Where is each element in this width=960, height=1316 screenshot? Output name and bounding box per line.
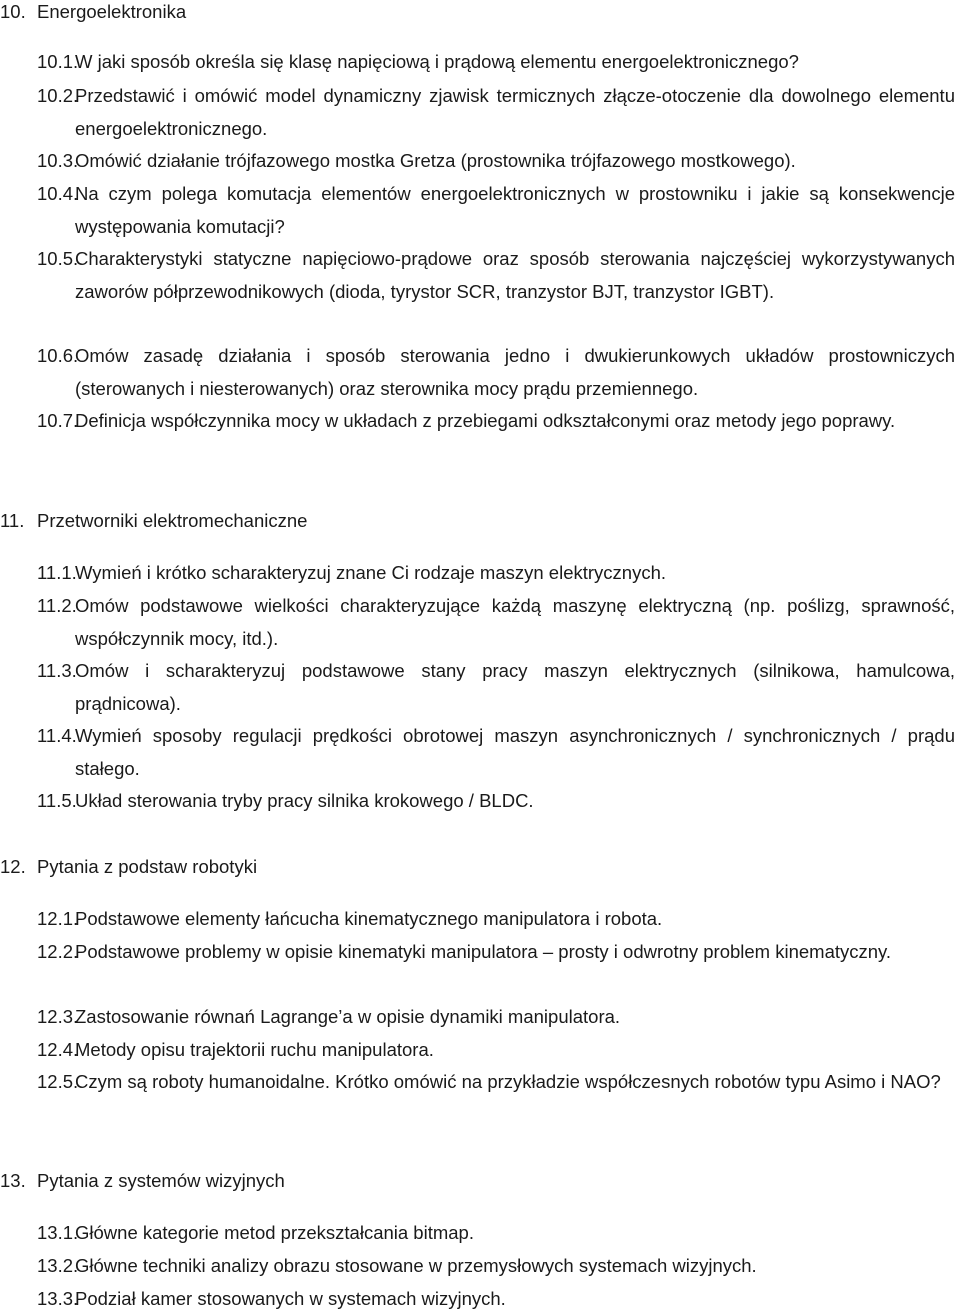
section-title-10	[0, 0, 186, 24]
question-text: Omów zasadę działania i sposób sterowania jedno i dwukierunkowych układów prostowniczych (sterowanych i niesterowanych) oraz sterownika mocy prądu przemiennego.	[75, 345, 955, 399]
question-text: Definicja współczynnika mocy w układach z przebiegami odkształconymi oraz metody jego poprawy.	[75, 410, 896, 431]
question-13-1	[37, 1217, 955, 1250]
question-text: Omówić działanie trójfazowego mostka Gretza (prostownika trójfazowego mostkowego).	[75, 150, 796, 171]
question-13-2	[37, 1250, 955, 1283]
question-number: 11.5.	[37, 790, 77, 811]
question-number: 12.1.	[37, 908, 79, 929]
question-10-3	[37, 145, 955, 178]
question-number: 12.3.	[37, 1006, 79, 1027]
question-10-2	[37, 80, 955, 145]
question-number: 11.2.	[37, 595, 77, 616]
question-text: Wymień i krótko scharakteryzuj znane Ci rodzaje maszyn elektrycznych.	[75, 562, 667, 583]
section-title-12	[0, 855, 257, 879]
question-text: Główne kategorie metod przekształcania bitmap.	[75, 1222, 474, 1243]
question-number: 10.1.	[37, 51, 79, 72]
question-11-1	[37, 557, 955, 590]
question-12-2	[37, 936, 955, 969]
question-text: Wymień sposoby regulacji prędkości obrotowej maszyn asynchronicznych / synchronicznych / prądu stałego.	[75, 725, 955, 779]
question-12-4	[37, 1034, 955, 1067]
question-11-5	[37, 785, 955, 818]
section-number: 13.	[0, 1170, 26, 1191]
question-text: Przedstawić i omówić model dynamiczny zjawisk termicznych złącze-otoczenie dla dowolnego elementu energoelektronicznego.	[75, 85, 955, 139]
question-text: Metody opisu trajektorii ruchu manipulatora.	[75, 1039, 434, 1060]
section-title-text: Pytania z systemów wizyjnych	[37, 1170, 285, 1191]
question-text: Układ sterowania tryby pracy silnika krokowego / BLDC.	[75, 790, 534, 811]
question-number: 12.4.	[37, 1039, 79, 1060]
question-number: 10.2.	[37, 85, 79, 106]
question-number: 11.1.	[37, 562, 77, 583]
question-11-2	[37, 590, 955, 655]
question-text: Czym są roboty humanoidalne. Krótko omówić na przykładzie współczesnych robotów typu Asimo i NAO?	[75, 1071, 941, 1092]
question-number: 11.4.	[37, 725, 77, 746]
question-text: Omów podstawowe wielkości charakteryzujące każdą maszynę elektryczną (np. poślizg, sprawność, współczynnik mocy, itd.).	[75, 595, 955, 649]
section-number: 10.	[0, 1, 26, 22]
question-10-1	[37, 46, 955, 79]
question-text: Charakterystyki statyczne napięciowo-prądowe oraz sposób sterowania najczęściej wykorzystywanych zaworów półprzewodnikowych (dioda, tyrystor SCR, tranzystor BJT, tranzystor IGBT).	[75, 248, 955, 302]
question-number: 13.1.	[37, 1222, 79, 1243]
question-text: Podstawowe elementy łańcucha kinematycznego manipulatora i robota.	[75, 908, 663, 929]
question-text: Zastosowanie równań Lagrange’a w opisie dynamiki manipulatora.	[75, 1006, 621, 1027]
section-title-13	[0, 1169, 285, 1193]
section-title-text: Pytania z podstaw robotyki	[37, 856, 258, 877]
question-10-6	[37, 340, 955, 405]
question-10-7	[37, 405, 955, 438]
question-10-4	[37, 178, 955, 243]
section-title-text: Energoelektronika	[37, 1, 187, 22]
question-text: Podział kamer stosowanych w systemach wizyjnych.	[75, 1288, 506, 1309]
question-text: W jaki sposób określa się klasę napięciową i prądową elementu energoelektronicznego?	[75, 51, 799, 72]
section-title-11	[0, 509, 307, 533]
question-number: 11.3.	[37, 660, 77, 681]
section-number: 11.	[0, 510, 25, 531]
question-number: 10.7.	[37, 410, 79, 431]
question-number: 10.4.	[37, 183, 79, 204]
question-number: 10.6.	[37, 345, 79, 366]
question-11-3	[37, 655, 955, 720]
question-text: Omów i scharakteryzuj podstawowe stany pracy maszyn elektrycznych (silnikowa, hamulcowa, prądnicowa).	[75, 660, 955, 714]
section-number: 12.	[0, 856, 26, 877]
question-number: 10.3.	[37, 150, 79, 171]
question-text: Na czym polega komutacja elementów energoelektronicznych w prostowniku i jakie są konsekwencje występowania komutacji?	[75, 183, 955, 237]
question-text: Główne techniki analizy obrazu stosowane w przemysłowych systemach wizyjnych.	[75, 1255, 757, 1276]
question-text: Podstawowe problemy w opisie kinematyki manipulatora – prosty i odwrotny problem kinematyczny.	[75, 941, 892, 962]
question-12-3	[37, 1001, 955, 1034]
question-number: 12.5.	[37, 1071, 79, 1092]
question-number: 12.2.	[37, 941, 79, 962]
section-title-text: Przetworniki elektromechaniczne	[37, 510, 308, 531]
question-12-1	[37, 903, 955, 936]
question-number: 13.2.	[37, 1255, 79, 1276]
question-number: 13.3.	[37, 1288, 79, 1309]
question-number: 10.5.	[37, 248, 79, 269]
question-11-4	[37, 720, 955, 785]
question-10-5	[37, 243, 955, 308]
question-13-3	[37, 1283, 955, 1316]
question-12-5	[37, 1066, 955, 1099]
